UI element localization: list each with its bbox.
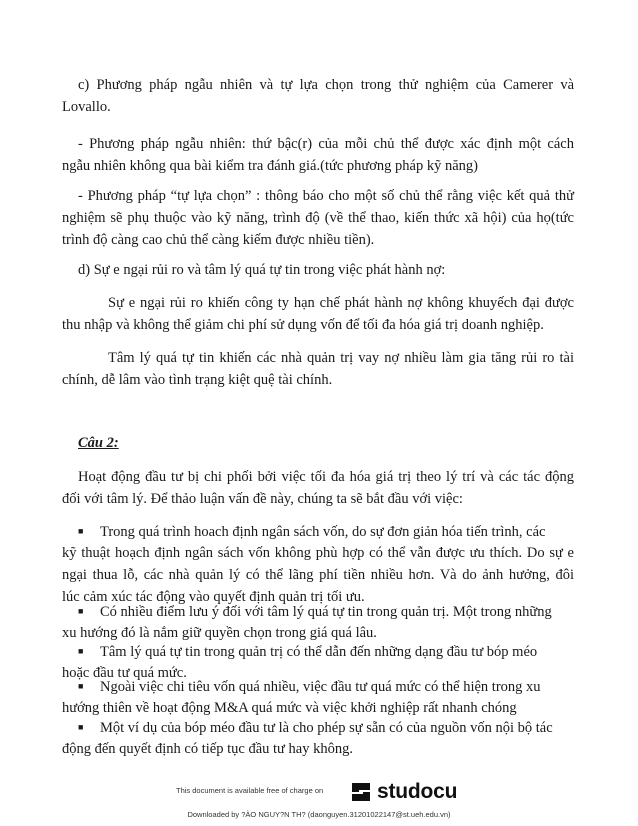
paragraph-line: xu hướng đó là nắm giữ quyền chọn trong giá quá lâu. [62,625,377,641]
paragraph-line: - Phương pháp ngẫu nhiên: thứ bậc(r) của mỗi chủ thể được xác định một cách [78,136,574,152]
paragraph-line: d) Sự e ngại rủi ro và tâm lý quá tự tin trong việc phát hành nợ: [78,262,446,278]
paragraph-line: Sự e ngại rủi ro khiến công ty hạn chế phát hành nợ không khuyếch đại được [108,295,574,311]
bullet-icon: ■ [78,722,84,732]
paragraph-line: ngẫu nhiên không qua bài kiểm tra đánh giá.(tức phương pháp kỹ năng) [62,158,478,174]
section-heading: Câu 2: [78,435,119,451]
paragraph-line: thu nhập và không thể giảm chi phí sử dụng vốn để tối đa hóa giá trị doanh nghiệp. [62,317,544,333]
bullet-item: ■ Có nhiều điểm lưu ý đối với tâm lý quá tự tin trong quản trị. Một trong những [62,600,574,623]
paragraph-line: động đến quyết định có tiếp tục đầu tư hay không. [62,741,353,757]
studocu-logo[interactable] [348,779,457,805]
paragraph-line: kỹ thuật hoạch định ngân sách vốn không phù hợp có thể vẫn được ưu thích. Do sự e [62,545,574,561]
bullet-icon: ■ [78,526,84,536]
paragraph-line: Hoạt động đầu tư bị chi phối bởi việc tối đa hóa giá trị theo lý trí và các tác động [78,469,574,485]
bullet-item: ■ Ngoài việc chi tiêu vốn quá nhiều, việc đầu tư quá mức có thể hiện trong xu [62,675,574,698]
bullet-item: ■ Trong quá trình hoach định ngân sách vốn, do sự đơn giản hóa tiến trình, các [62,520,574,543]
bullet-icon: ■ [78,681,84,691]
paragraph-line: chính, dễ lâm vào tình trạng kiệt quệ tài chính. [62,372,333,388]
footer-available-text: This document is available free of charge on [176,786,324,795]
footer-download-text: Downloaded by ?ÀO NGUY?N TH? (daonguyen.31201022147@st.ueh.edu.vn) [187,810,451,819]
bullet-item: ■ Một ví dụ của bóp méo đầu tư là cho phép sự sẵn có của nguồn vốn nội bộ tác [62,716,574,739]
paragraph-line: lúc cảm xúc tác động vào quyết định quản trị tối ưu. [62,589,365,605]
studocu-logo-icon [348,779,374,805]
paragraph-line: ngại thua lỗ, các nhà quản lý có thể lãng phí tiền nhiều hơn. Và do ảnh hưởng, đôi [62,567,574,583]
paragraph-line: nghiệm sẽ phụ thuộc vào kỹ năng, trình độ (về thể thao, kiến thức xã hội) của họ(tức [62,210,574,226]
bullet-icon: ■ [78,646,84,656]
bullet-item: ■ Tâm lý quá tự tin trong quản trị có thể dẫn đến những dạng đầu tư bóp méo [62,640,574,663]
paragraph-line: Tâm lý quá tự tin khiến các nhà quản trị vay nợ nhiều làm gia tăng rủi ro tài [108,350,574,366]
paragraph-line: hoặc đầu tư quá mức. [62,665,187,681]
paragraph-line: trình độ càng cao chủ thể càng kiếm được nhiều tiền). [62,232,375,248]
paragraph-line: đối với tâm lý. Để thảo luận vấn đề này, chúng ta sẽ bắt đầu với việc: [62,491,463,507]
bullet-icon: ■ [78,606,84,616]
paragraph-line: - Phương pháp “tự lựa chọn” : thông báo cho một số chủ thể rằng việc kết quả thử [78,188,574,204]
paragraph-line: Lovallo. [62,99,111,115]
paragraph-line: hướng thiên về hoạt động M&A quá mức và việc khởi nghiệp rất nhanh chóng [62,700,517,716]
paragraph-line: c) Phương pháp ngẫu nhiên và tự lựa chọn trong thử nghiệm của Camerer và [78,77,574,93]
studocu-brand-text: studocu [377,780,458,803]
